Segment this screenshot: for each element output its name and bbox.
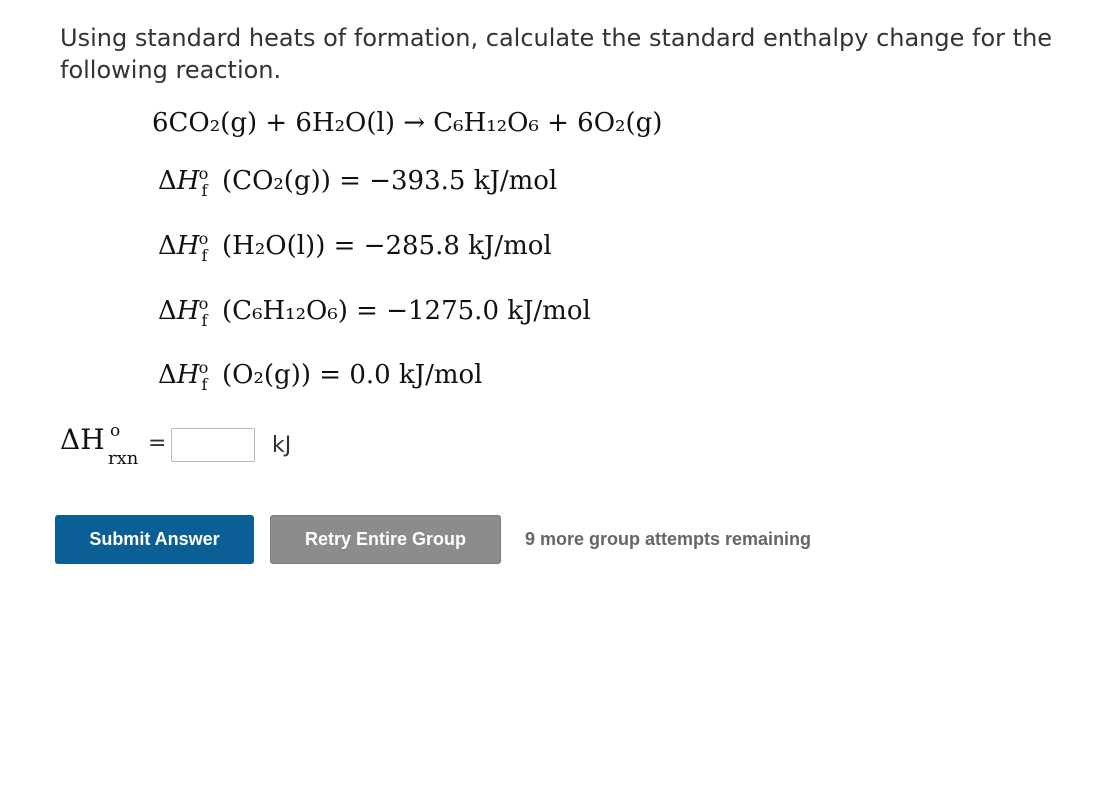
species-label: (C₆H₁₂O₆) [222,296,348,326]
retry-entire-group-label: Retry Entire Group [304,529,467,549]
reaction-equation [152,108,662,138]
species-label: (CO₂(g)) [222,166,331,196]
attempts-remaining-text: 9 more group attempts remaining [525,529,812,549]
delta-h-symbol: ΔH [60,423,105,456]
degree-symbol: o [110,421,121,441]
heat-value: = −393.5 kJ/mol [339,166,558,196]
answer-input[interactable] [171,428,255,462]
heat-of-formation-row [158,293,591,331]
delta-h-f-symbol: ΔH o f [158,357,209,395]
retry-entire-group-button[interactable] [270,515,501,564]
species-label: (O₂(g)) [222,360,311,390]
heat-of-formation-row [158,357,483,395]
rxn-subscript: rxn [108,448,139,469]
heat-value: = 0.0 kJ/mol [319,360,483,390]
heat-value: = −1275.0 kJ/mol [356,296,591,326]
species-label: (H₂O(l)) [222,231,326,261]
submit-answer-button[interactable] [55,515,254,564]
delta-h-f-symbol: ΔH o f [158,163,209,201]
question-prompt: Using standard heats of formation, calculate the standard enthalpy change for the following reaction. [60,24,1053,84]
reaction-equation-text: 6CO₂(g) + 6H₂O(l) → C₆H₁₂O₆ + 6O₂(g) [152,108,663,138]
heat-of-formation-row [158,228,552,266]
equals-sign: = [148,431,167,456]
submit-answer-label: Submit Answer [89,529,220,549]
heat-of-formation-row [158,163,558,201]
unit-label: kJ [272,433,292,458]
delta-h-rxn-label [60,421,139,469]
delta-h-f-symbol: ΔH o f [158,228,209,266]
heat-value: = −285.8 kJ/mol [333,231,552,261]
delta-h-f-symbol: ΔH o f [158,293,209,331]
